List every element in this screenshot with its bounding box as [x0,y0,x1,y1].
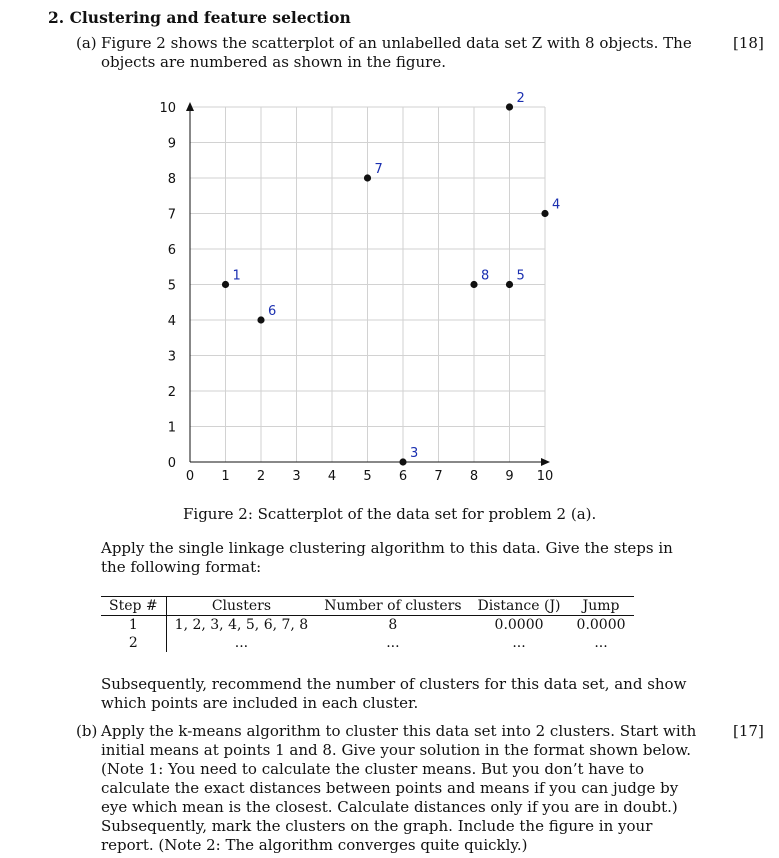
col-step: Step # [101,597,166,616]
data-point-4 [541,210,548,217]
part-a-label: (a) [76,34,97,52]
point-label-6: 6 [268,304,277,319]
y-tick-label: 10 [159,101,176,116]
x-tick-label: 0 [185,469,195,484]
y-tick-label: 7 [167,207,176,223]
x-tick-label: 10 [536,469,554,484]
data-point-5 [506,281,513,288]
data-point-6 [257,316,264,323]
col-clusters: Clusters [166,597,316,616]
data-point-3 [399,458,406,465]
col-distance: Distance (J) [470,597,569,616]
y-tick-label: 0 [167,456,176,471]
y-tick-label: 2 [167,385,176,400]
table-row: 2 ... ... ... ... [101,634,634,652]
part-a-marks: [18] [733,34,764,52]
col-jump: Jump [569,597,634,616]
question-title: 2. Clustering and feature selection [48,8,351,27]
part-a-intro: Figure 2 shows the scatterplot of an unlabelled data set Z with 8 objects. The objects are numbered as shown in the figure. [101,34,692,71]
point-label-8: 8 [481,268,490,284]
y-tick-label: 9 [167,136,176,152]
scatterplot [150,88,590,488]
y-tick-label: 5 [167,278,176,294]
point-label-4: 4 [552,197,561,213]
y-tick-label: 3 [167,349,176,365]
table-row: 1 1, 2, 3, 4, 5, 6, 7, 8 8 0.0000 0.0000 [101,616,634,635]
y-tick-label: 8 [167,172,176,187]
part-b-text: Apply the k-means algorithm to cluster this data set into 2 clusters. Start with initial means at points 1 and 8. Give your solution in the format shown below. (Note 1: You need to calculate the cluster means. But you don’t have to calculate the exact distances between points and means if you can judge by eye which mean is the closest. Calculate distances only if you are in doubt.) Subsequently, mark the clusters on the graph. Include the figure in your report. (Note 2: The algorithm converges quite quickly.) [101,722,697,854]
point-label-1: 1 [232,268,241,284]
x-tick-label: 6 [398,469,408,484]
y-tick-label: 1 [167,420,176,436]
figure-caption: Figure 2: Scatterplot of the data set for problem 2 (a). [183,505,597,523]
x-tick-label: 4 [327,469,337,484]
x-tick-label: 1 [221,469,230,484]
x-tick-label: 5 [363,469,372,484]
y-tick-label: 4 [167,314,176,329]
x-tick-label: 9 [505,469,514,484]
y-tick-label: 6 [167,243,176,258]
data-point-8 [470,281,477,288]
part-a-followup: Subsequently, recommend the number of clusters for this data set, and show which points are included in each cluster. [101,675,687,712]
data-point-7 [364,174,371,181]
x-tick-label: 7 [434,469,443,484]
steps-table [101,596,634,652]
point-label-2: 2 [516,91,525,106]
point-label-7: 7 [374,162,383,177]
part-b-marks: [17] [733,722,764,740]
x-tick-label: 3 [292,469,301,484]
data-point-2 [506,103,513,110]
point-label-5: 5 [516,268,525,284]
x-tick-label: 8 [469,469,479,484]
x-tick-label: 2 [256,469,266,484]
part-b-label: (b) [76,722,98,740]
part-a-instruction: Apply the single linkage clustering algorithm to this data. Give the steps in the following format: [101,539,673,576]
data-point-1 [222,281,229,288]
col-number-clusters: Number of clusters [316,597,469,616]
point-label-3: 3 [410,446,419,461]
